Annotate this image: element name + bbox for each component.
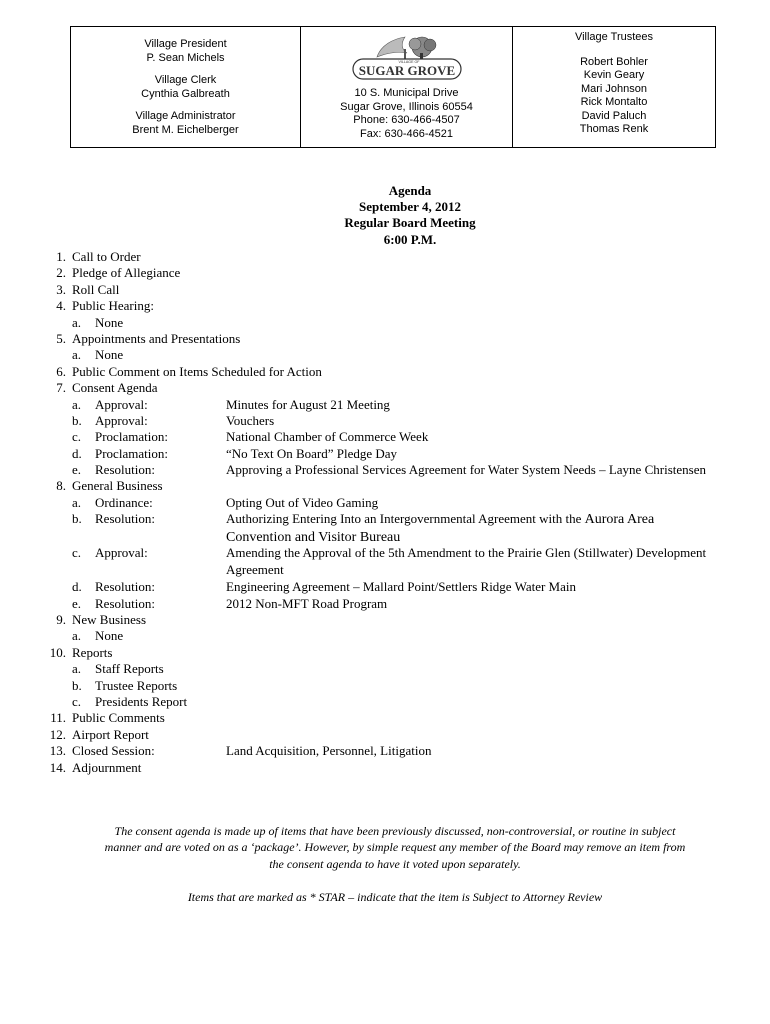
agenda-subitem: a. Ordinance: Opting Out of Video Gaming [72, 494, 379, 510]
agenda-item: 14. Adjournment [49, 759, 142, 775]
meeting-time: 6:00 P.M. [383, 231, 437, 247]
agenda-subitem: c. Presidents Report [72, 693, 188, 709]
agenda-item: 5. Appointments and Presentations [56, 330, 241, 346]
agenda-subitem: a. Staff Reports [72, 661, 164, 677]
trustee-name: Robert Bohler [580, 55, 648, 68]
village-fax: Fax: 630-466-4521 [360, 127, 453, 140]
officials-column [71, 27, 301, 147]
clerk-name: Cynthia Galbreath [141, 87, 230, 100]
agenda-item: 9. New Business [56, 612, 147, 628]
agenda-subitem: d. Resolution: Engineering Agreement – Mallard Point/Settlers Ridge Water Main [72, 579, 576, 595]
agenda-subitem: c. Approval: Amending the Approval of the 5th Amendment to the Prairie Glen (Stillwater) Development Agreement [72, 545, 707, 577]
svg-text:VILLAGE OF: VILLAGE OF [398, 60, 419, 64]
trustee-name: Thomas Renk [579, 123, 649, 135]
trustee-name: Kevin Geary [583, 69, 645, 81]
administrator-title: Village Administrator [135, 110, 236, 122]
trustee-name: David Paluch [581, 109, 647, 122]
village-phone: Phone: 630-466-4507 [353, 114, 460, 126]
agenda-item: 11. Public Comments [50, 710, 165, 726]
agenda-item: 7. Consent Agenda [56, 380, 158, 396]
sugar-grove-logo [347, 33, 467, 85]
agenda-item: 4. Public Hearing: [56, 298, 154, 314]
agenda-item: 13. Closed Session: Land Acquisition, Personnel, Litigation [49, 743, 432, 759]
agenda-item: 6. Public Comment on Items Scheduled for Action [56, 363, 322, 379]
village-address-line2: Sugar Grove, Illinois 60554 [340, 100, 473, 113]
agenda-subitem: a. Approval: Minutes for August 21 Meeting [72, 396, 390, 412]
administrator-name: Brent M. Eichelberger [132, 123, 239, 136]
agenda-item: 3. Roll Call [56, 281, 120, 297]
agenda-list [0, 249, 770, 776]
agenda-heading: Agenda [388, 183, 432, 198]
agenda-title-block [0, 183, 770, 248]
agenda-item: 12. Airport Report [49, 726, 149, 742]
agenda-subitem: d. Proclamation: “No Text On Board” Pledge Day [72, 445, 398, 461]
village-contact-column [301, 27, 513, 147]
agenda-subitem: b. Resolution: Authorizing Entering Into an Intergovernmental Agreement with the Aurora Area Convention and Visitor Bureau [72, 511, 655, 545]
agenda-item: 10. Reports [49, 644, 113, 660]
agenda-subitem: b. Approval: Vouchers [72, 412, 275, 428]
consent-agenda-note: The consent agenda is made up of items that have been previously discussed, non-controversial, or routine in subject manner and are voted on as a ‘package’. However, by simple request any member of the Board may remove an item from the consent agenda to have it voted upon separately. [104, 824, 686, 871]
agenda-subitem: b. Trustee Reports [72, 677, 178, 693]
agenda-subitem: e. Resolution: 2012 Non-MFT Road Program [72, 595, 388, 611]
trustee-name: Rick Montalto [580, 96, 648, 108]
letterhead [70, 26, 716, 148]
agenda-item: 8. General Business [56, 478, 163, 494]
agenda-subitem: a. None [72, 314, 124, 330]
agenda-item: 1. Call to Order [56, 249, 141, 264]
agenda-item: 2. Pledge of Allegiance [56, 265, 181, 281]
agenda-subitem: e. Resolution: Approving a Professional Services Agreement for Water System Needs – Layne Christensen [72, 462, 706, 478]
village-address-line1: 10 S. Municipal Drive [354, 87, 459, 99]
agenda-subitem: a. None [72, 628, 124, 644]
agenda-subitem: a. None [72, 347, 124, 363]
trustees-column [513, 27, 715, 147]
trustees-title: Village Trustees [574, 31, 654, 43]
star-note: Items that are marked as * STAR – indicate that the item is Subject to Attorney Review [187, 890, 603, 904]
president-title: Village President [144, 38, 227, 50]
meeting-date: September 4, 2012 [359, 199, 461, 215]
trustee-name: Mari Johnson [580, 82, 648, 95]
clerk-title: Village Clerk [154, 74, 217, 86]
president-name: P. Sean Michels [146, 51, 225, 64]
svg-text:SUGAR GROVE: SUGAR GROVE [358, 63, 455, 78]
meeting-type: Regular Board Meeting [344, 215, 476, 231]
agenda-subitem: c. Proclamation: National Chamber of Commerce Week [72, 429, 429, 445]
